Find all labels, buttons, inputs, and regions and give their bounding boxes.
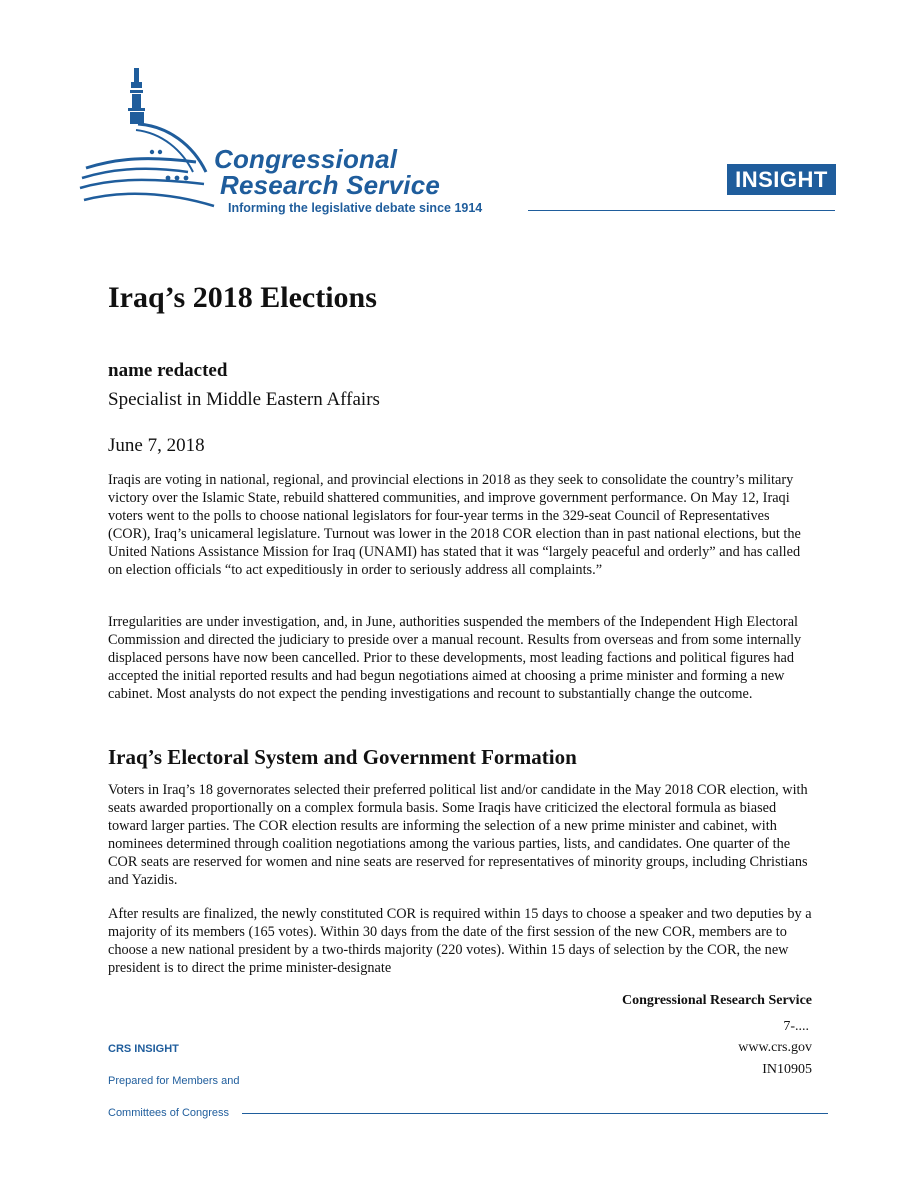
crs-capitol-logo-icon <box>78 60 218 210</box>
body-paragraph: Irregularities are under investigation, and, in June, authorities suspended the members of the Independent High Electoral Commission and directed the judiciary to preside over a manual recount. Results from overseas and from some internally displaced persons have now been cancelled. Prior to these developments, most leading factions and political figures had accepted the initial reported results and had begun negotiations aimed at choosing a prime minister and forming a new cabinet. Most analysts do not expect the pending investigations and recount to substantially change the outcome. <box>108 614 802 702</box>
footer-rule <box>242 1113 828 1114</box>
logo-wordmark-line2: Research Service <box>220 170 441 200</box>
logo-wordmark-line1: Congressional <box>214 144 398 174</box>
author-role: Specialist in Middle Eastern Affairs <box>108 389 380 410</box>
footer-product-id: IN10905 <box>762 1062 812 1077</box>
body-paragraph: Iraqis are voting in national, regional, and provincial elections in 2018 as they seek to consolidate the country’s military victory over the Islamic State, rebuild shattered communities, and improve government performance. On May 12, Iraqi voters went to the polls to choose national legislators for four-year terms in the 329-seat Council of Representatives (COR), Iraq’s unicameral legislature. Turnout was lower in the 2018 COR election than in past national elections, but the United Nations Assistance Mission for Iraq (UNAMI) has stated that it was “largely peaceful and orderly” and has called on election officials “to act expeditiously in order to seriously address all complaints.” <box>108 472 801 578</box>
footer-committees: Committees of Congress <box>108 1107 230 1119</box>
section-heading: Iraq’s Electoral System and Government Formation <box>108 745 577 769</box>
footer-crs-name: Congressional Research Service <box>621 993 812 1008</box>
footer-crs-insight-label: CRS INSIGHT <box>108 1043 179 1055</box>
insight-badge: INSIGHT <box>727 164 836 195</box>
section-paragraph: After results are finalized, the newly constituted COR is required within 15 days to choose a speaker and two deputies by a majority of its members (165 votes). Within 30 days from the date of the first session of the new COR, members are to choose a new national president by a two-thirds majority (220 votes). Within 15 days of selection by the COR, the new president is to direct the prime minister-designate <box>108 906 812 976</box>
logo-tagline: Informing the legislative debate since 1914 <box>228 201 483 215</box>
document-date: June 7, 2018 <box>108 435 205 456</box>
section-paragraph: Voters in Iraq’s 18 governorates selected their preferred political list and/or candidate in the May 2018 COR election, with seats awarded proportionally on a complex formula basis. Some Iraqis have criticized the electoral formula as biased toward larger parties. The COR election results are informing the selection of a new prime minister and cabinet, with nominees determined through coalition negotiations among the various parties, lists, and candidates. One quarter of the COR seats are reserved for women and nine seats are reserved for representatives of minority groups, including Christians and Yazidis. <box>108 782 808 888</box>
footer-report-number: 7-.... <box>783 1019 809 1034</box>
footer-prepared-for: Prepared for Members and <box>108 1075 240 1087</box>
header-rule <box>528 210 835 211</box>
author-name: name redacted <box>108 360 228 381</box>
page-title: Iraq’s 2018 Elections <box>108 281 377 314</box>
footer-website-link[interactable]: www.crs.gov <box>738 1040 812 1055</box>
